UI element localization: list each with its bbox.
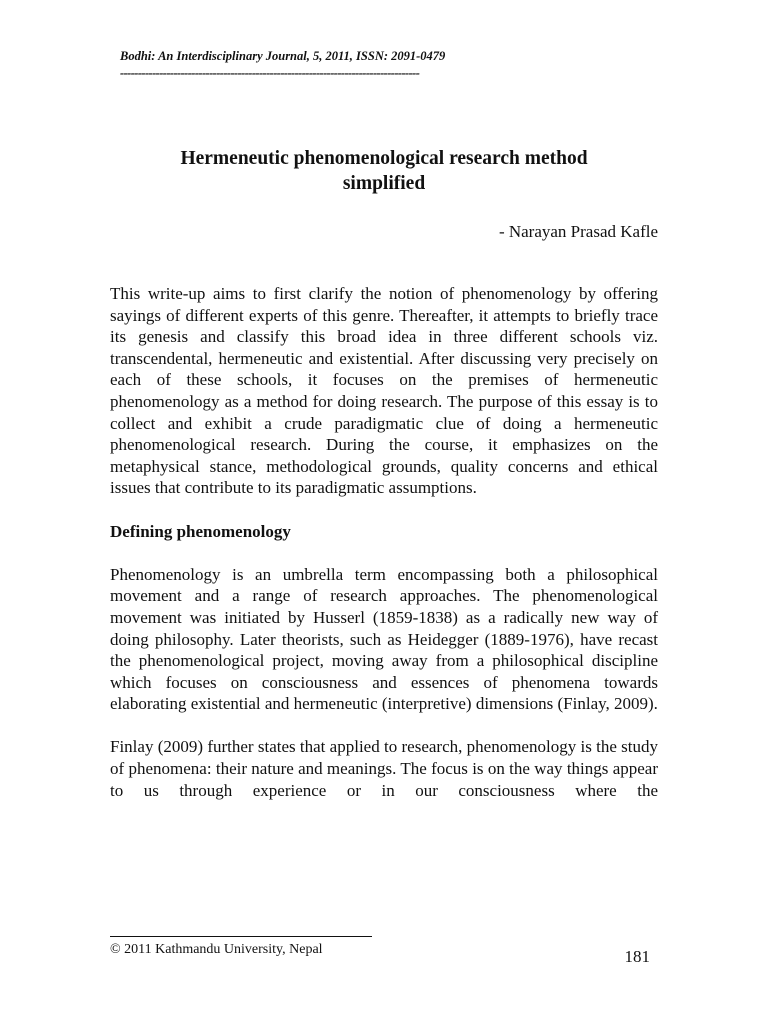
abstract-paragraph: This write-up aims to first clarify the notion of phenomenology by offering sayings of different experts of this genre. Thereafter, it attempts to briefly trace its genesis and classify this broad idea in three different schools viz. transcendental, hermeneutic and existential. After discussing very precisely on each of these schools, it focuses on the premises of hermeneutic phenomenology as a method for doing research. The purpose of this essay is to collect and exhibit a crude paradigmatic clue of doing a hermeneutic phenomenological research. During the course, it emphasizes on the metaphysical stance, methodological grounds, quality concerns and ethical issues that contribute to its paradigmatic assumptions. — [110, 284, 658, 498]
author-name: - Narayan Prasad Kafle — [498, 222, 658, 241]
article-title-line2: simplified — [342, 173, 426, 194]
footnote-rule — [110, 936, 372, 937]
section-heading: Defining phenomenology — [110, 521, 291, 541]
header-dashed-rule: ------------------------------------------------------------------------------------ — [120, 66, 420, 80]
journal-citation: Bodhi: An Interdisciplinary Journal, 5, 2011, ISSN: 2091-0479 — [120, 49, 446, 63]
article-body — [110, 283, 658, 801]
article-title — [110, 146, 658, 196]
article-title-line1: Hermeneutic phenomenological research method — [180, 148, 588, 169]
copyright-notice: © 2011 Kathmandu University, Nepal — [110, 942, 323, 957]
body-paragraph-2: Finlay (2009) further states that applied to research, phenomenology is the study of phenomena: their nature and meanings. The focus is on the way things appear to us through experience or in our consciousness where the — [110, 737, 658, 800]
journal-header — [120, 48, 522, 82]
body-paragraph-1: Phenomenology is an umbrella term encompassing both a philosophical movement and a range of research approaches. The phenomenological movement was initiated by Husserl (1859-1838) as a radically new way of doing philosophy. Later theorists, such as Heidegger (1889-1976), have recast the phenomenological project, moving away from a philosophical discipline which focuses on consciousness and essences of phenomena towards elaborating existential and hermeneutic (interpretive) dimensions (Finlay, 2009). — [110, 564, 658, 714]
page-number: 181 — [624, 947, 650, 966]
